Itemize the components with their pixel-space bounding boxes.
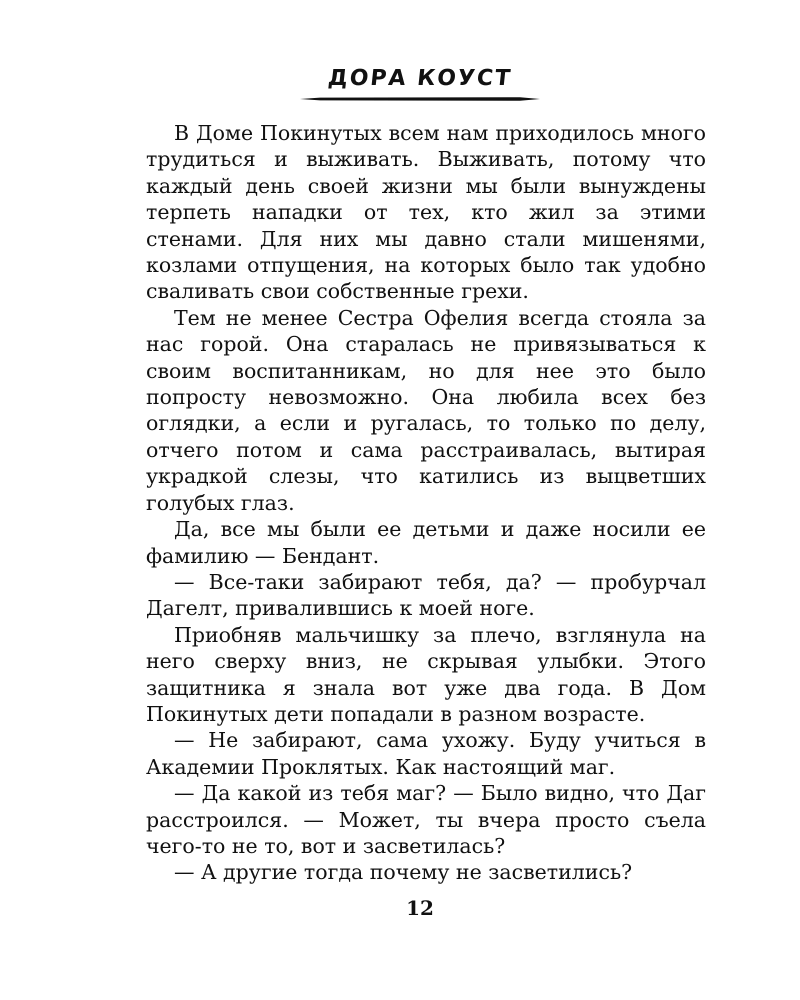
paragraph-3: Да, все мы были ее детьми и даже носили ее фамилию — Бендант. — [146, 517, 706, 568]
page-number: 12 — [406, 896, 434, 920]
paragraph-5: Приобняв мальчишку за плечо, взглянула на него сверху вниз, не скрывая улыбки. Этого защитника я знала вот уже два года. В Дом Покинутых дети попадали в разном возрасте. — [146, 622, 706, 726]
paragraph-4-dialogue: — Все-таки забирают тебя, да? — пробурчал Дагелт, привалившись к моей ноге. — [146, 569, 706, 621]
body-text — [146, 120, 706, 886]
paragraph-6-dialogue: — Не забирают, сама ухожу. Буду учиться в Академии Проклятых. Как настоящий маг. — [146, 728, 706, 779]
paragraph-8-dialogue: — А другие тогда почему не засветились? — [174, 860, 633, 885]
paragraph-7-dialogue: — Да какой из тебя маг? — Было видно, что Даг расстроился. — Может, ты вчера просто съела чего-то не то, вот и засветилась? — [146, 781, 706, 858]
header-tapered-rule — [300, 96, 540, 102]
paragraph-1: В Доме Покинутых всем нам приходилось много трудиться и выживать. Выживать, потому что каждый день своей жизни мы были вынуждены терпеть нападки от тех, кто жил за этими стенами. Для них мы давно стали мишенями, козлами отпущения, на которых было так удобно сваливать свои собственные грехи. — [146, 121, 706, 304]
paragraph-2: Тем не менее Сестра Офелия всегда стояла за нас горой. Она старалась не привязываться к своим воспитанникам, но для нее это было попросту невозможно. Она любила всех без оглядки, а если и ругалась, то только по делу, отчего потом и сама расстраивалась, вытирая украдкой слезы, что катились из выцветших голубых глаз. — [146, 305, 706, 515]
author-name-header: ДОРА КОУСТ — [326, 66, 514, 91]
running-head — [300, 66, 540, 106]
